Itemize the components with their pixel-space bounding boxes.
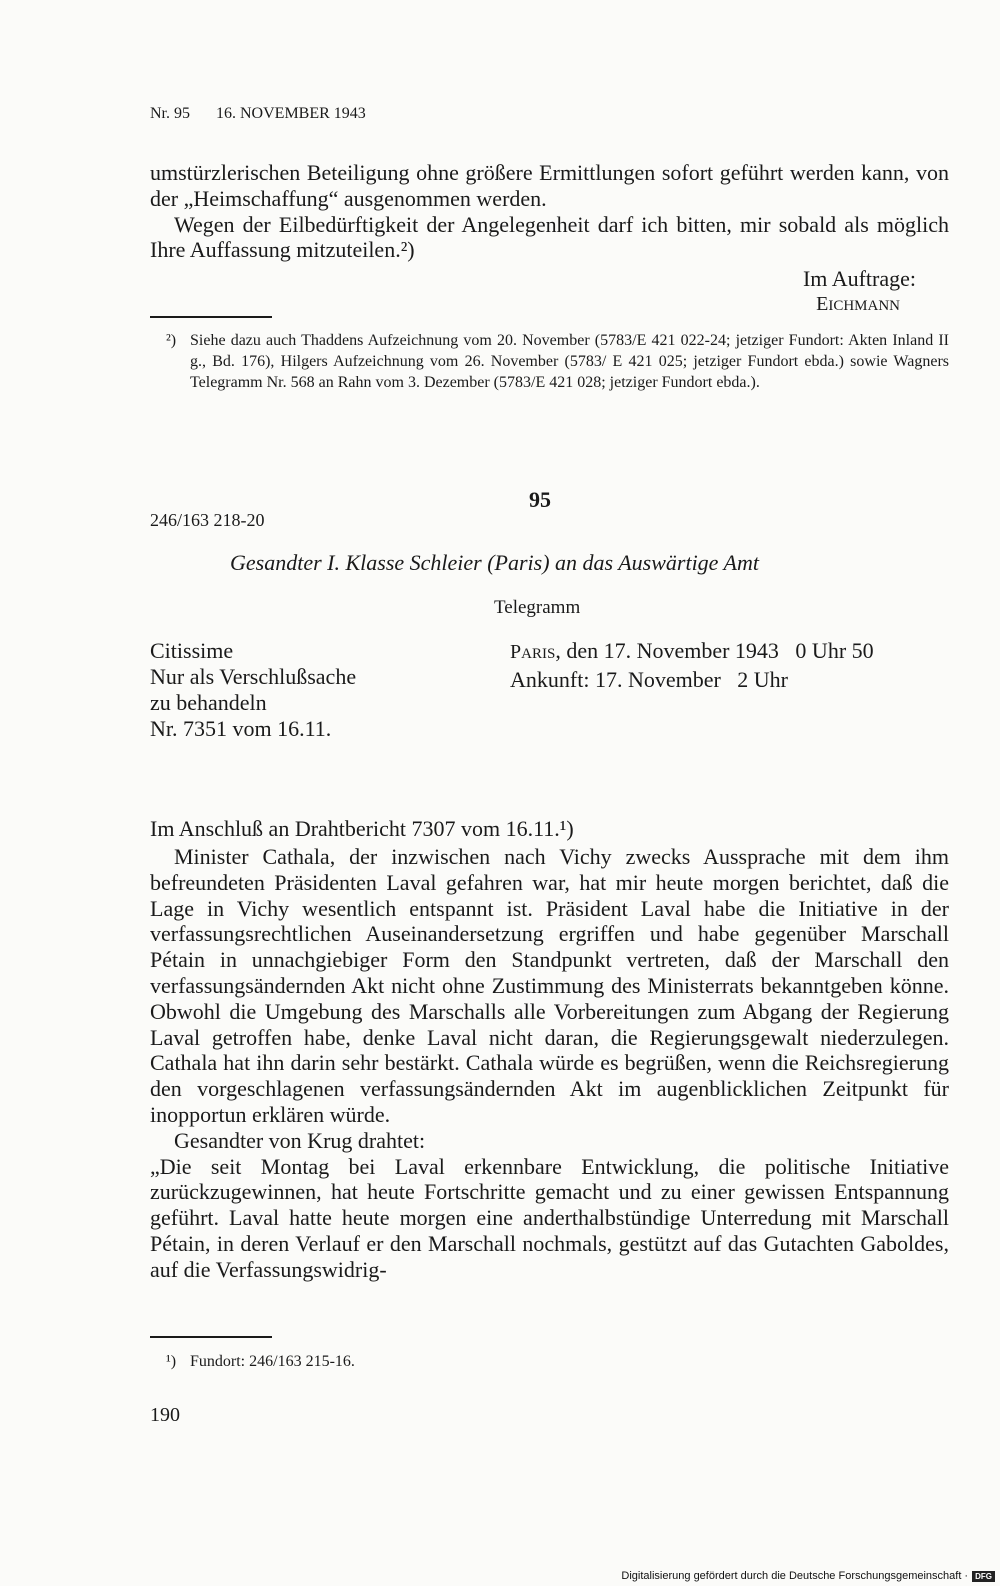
meta-line: Nur als Verschlußsache	[150, 664, 357, 689]
signature	[816, 293, 900, 316]
document-type: Telegramm	[494, 597, 581, 618]
footnote-divider	[150, 316, 272, 318]
footnote-text: Siehe dazu auch Thaddens Aufzeichnung vom 20. November (5783/E 421 022-24; jetziger Fundort: Akten Inland II g., Bd. 176), Hilgers Aufzeichnung vom 26. November (5783/ E 421 025; jetziger Fundort ebda.) sowie Wagners Telegramm Nr. 568 an Rahn vom 3. Dezember (5783/E 421 028; jetziger Fundort ebda.).	[190, 332, 949, 391]
sent-line	[510, 638, 874, 667]
body-paragraph: Gesandter von Krug drahtet:	[174, 1127, 426, 1153]
footnote-2	[150, 330, 949, 393]
meta-line: zu behandeln	[150, 690, 267, 715]
footnote-divider	[150, 1336, 272, 1338]
dfg-logo: DFG	[972, 1571, 995, 1582]
meta-right	[510, 638, 874, 693]
document-number: 95	[529, 487, 551, 512]
signature-rest: ICHMANN	[828, 298, 900, 314]
footnote-marker: ¹)	[166, 1353, 177, 1370]
file-reference: 246/163 218-20	[150, 510, 265, 530]
footnote-text: Fundort: 246/163 215-16.	[190, 1353, 355, 1370]
sent-date-time: , den 17. November 1943 0 Uhr 50	[555, 638, 874, 663]
telegram-body	[150, 844, 949, 1283]
closing-formula: Im Auftrage:	[802, 266, 916, 291]
document-heading: Gesandter I. Klasse Schleier (Paris) an das Auswärtige Amt	[230, 550, 759, 575]
footnote-marker: ²)	[166, 332, 177, 349]
body-paragraph: Minister Cathala, der inzwischen nach Vichy zwecks Aussprache mit dem ihm befreundeten Präsidenten Laval gefahren war, hat mir heute morgen berichtet, daß die Lage in Vichy wesentlich entspannt ist. Präsident Laval habe die Initiative in der verfassungsrechtlichen Auseinandersetzung ergriffen und habe gegenüber Marschall Pétain in unnachgiebiger Form den Standpunkt vertreten, daß der Marschall den verfassungsändernden Akt nicht ohne Zustimmung des Ministerrats bekanntgeben könne. Obwohl die Umgebung des Marschalls alle Vorbereitungen zum Abgang der Regierung Laval getroffen habe, denke Laval nicht daran, die Regierungsgewalt niederzulegen. Cathala hat ihn darin sehr bestärkt. Cathala würde es begrüßen, wenn die Reichsregierung den vorgeschlagenen verfassungsändernden Akt im augenblicklichen Zeitpunkt für inopportun erklären würde.	[150, 844, 949, 1127]
header-date: 16. NOVEMBER 1943	[216, 105, 366, 122]
continuation-paragraph: umstürzlerischen Beteiligung ohne größere Ermittlungen sofort geführt werden kann, von der „Heimschaffung“ ausgenommen werden.	[150, 160, 949, 211]
running-header	[150, 105, 366, 123]
place-initial: P	[510, 641, 522, 663]
page-number: 190	[150, 1404, 180, 1426]
meta-left	[150, 638, 356, 742]
continuation-paragraph: Wegen der Eilbedürftigkeit der Angelegenheit darf ich bitten, mir sobald als möglich Ihre Auffassung mitzuteilen.²)	[150, 211, 949, 263]
header-doc-ref: Nr. 95	[150, 105, 190, 122]
reference-line: Im Anschluß an Drahtbericht 7307 vom 16.11.¹)	[150, 816, 574, 841]
place-rest: ARIS	[521, 646, 556, 662]
continuation-text	[150, 160, 949, 263]
signature-initial: E	[816, 293, 829, 315]
digitization-credit	[621, 1570, 995, 1582]
credit-text: Digitalisierung gefördert durch die Deutsche Forschungsgemeinschaft ·	[621, 1570, 969, 1582]
arrival-line: Ankunft: 17. November 2 Uhr	[510, 667, 789, 692]
meta-line: Nr. 7351 vom 16.11.	[150, 716, 332, 741]
meta-line: Citissime	[150, 638, 234, 663]
quoted-report: „Die seit Montag bei Laval erkennbare Entwicklung, die politische Initiative zurückzugewinnen, hat heute Fortschritte gemacht und zu einer gewissen Entspannung geführt. Laval hatte heute morgen eine anderthalbstündige Unterredung mit Marschall Pétain, in deren Verlauf er den Marschall nochmals, gestützt auf das Gutachten Gaboldes, auf die Verfassungswidrig-	[150, 1153, 949, 1282]
